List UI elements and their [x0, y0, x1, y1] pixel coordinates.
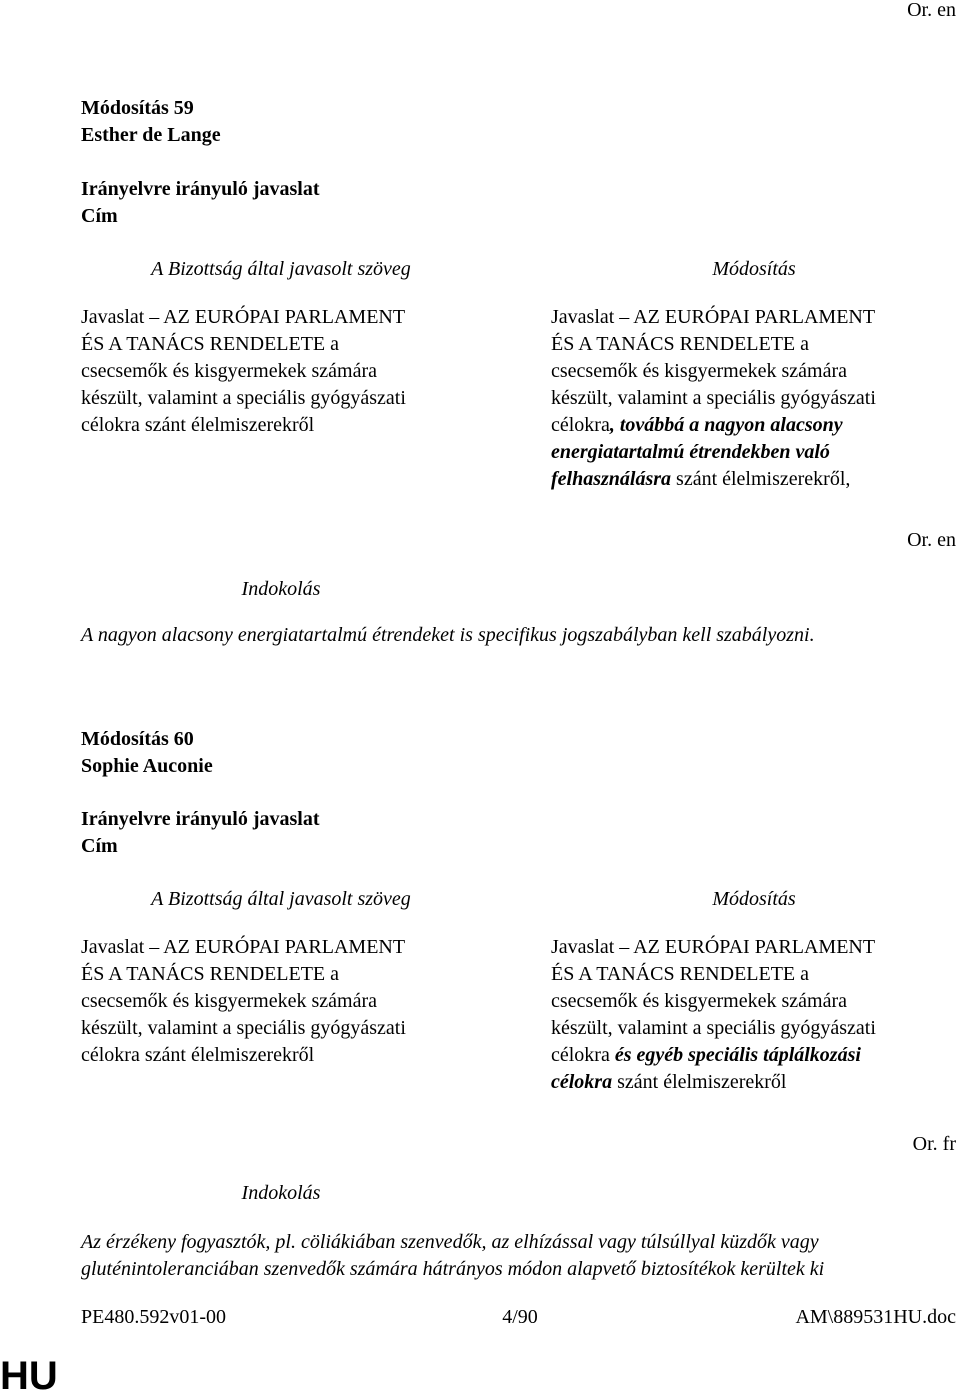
amendment-text-line	[551, 1069, 786, 1096]
justification-text: gluténintoleranciában szenvedők számára hátrányos módon alapvető biztosítékok kerültek ki	[81, 1258, 825, 1280]
amendment-text-line	[551, 466, 850, 493]
amendment-title: Módosítás 60	[81, 728, 194, 750]
amendment-title: Módosítás 59	[81, 97, 194, 119]
amendment-author: Esther de Lange	[81, 124, 221, 146]
text-segment: szánt élelmiszerekről,	[671, 468, 851, 490]
amendment-text-line	[551, 385, 876, 412]
justification-heading: Indokolás	[241, 578, 321, 600]
original-language: Or. fr	[912, 1133, 956, 1155]
text-segment: ÉS A TANÁCS RENDELETE a	[551, 333, 810, 355]
proposal-type: Irányelvre irányuló javaslat	[81, 178, 320, 200]
amendment-text-line	[551, 331, 809, 358]
commission-text-line: készült, valamint a speciális gyógyászati	[81, 1017, 406, 1039]
commission-text-line: ÉS A TANÁCS RENDELETE a	[81, 333, 340, 355]
commission-text-heading: A Bizottság által javasolt szöveg	[151, 888, 411, 910]
emphasized-change: felhasználásra	[551, 468, 672, 490]
amendment-text-line	[551, 358, 847, 385]
commission-text-heading: A Bizottság által javasolt szöveg	[151, 258, 411, 280]
text-segment: csecsemők és kisgyermekek számára	[551, 990, 847, 1012]
commission-text-line: célokra szánt élelmiszerekről	[81, 1044, 315, 1066]
text-segment: készült, valamint a speciális gyógyászati	[551, 387, 876, 409]
commission-text-line: célokra szánt élelmiszerekről	[81, 414, 315, 436]
amendment-text-line	[551, 1015, 876, 1042]
amendment-text-line	[551, 304, 875, 331]
justification-heading: Indokolás	[241, 1182, 321, 1204]
original-language: Or. en	[907, 529, 956, 551]
commission-text-line: készült, valamint a speciális gyógyászati	[81, 387, 406, 409]
text-segment: készült, valamint a speciális gyógyászati	[551, 1017, 876, 1039]
amendment-text-line	[551, 439, 830, 466]
amendment-text-line	[551, 412, 843, 439]
justification-text: A nagyon alacsony energiatartalmú étrendeket is specifikus jogszabályban kell szabályozni.	[81, 624, 815, 646]
amendment-text-line	[551, 988, 847, 1015]
emphasized-change: és egyéb speciális táplálkozási	[614, 1044, 861, 1066]
commission-text-line: Javaslat – AZ EURÓPAI PARLAMENT	[81, 936, 406, 958]
justification-text: Az érzékeny fogyasztók, pl. cöliákiában szenvedők, az elhízással vagy túlsúllyal küzdők vagy	[81, 1231, 819, 1253]
emphasized-change: célokra	[551, 1071, 613, 1093]
emphasized-change: , továbbá a nagyon alacsony	[609, 414, 843, 436]
text-segment: ÉS A TANÁCS RENDELETE a	[551, 963, 810, 985]
footer-doc-ref: PE480.592v01-00	[81, 1306, 226, 1328]
section-label: Cím	[81, 835, 118, 857]
text-segment: Javaslat – AZ EURÓPAI PARLAMENT	[551, 306, 876, 328]
text-segment: szánt élelmiszerekről	[612, 1071, 787, 1093]
commission-text-line: Javaslat – AZ EURÓPAI PARLAMENT	[81, 306, 406, 328]
footer-file-name: AM\889531HU.doc	[795, 1306, 956, 1328]
page-header-or-lang: Or. en	[907, 0, 956, 21]
emphasized-change: energiatartalmú étrendekben való	[551, 441, 830, 463]
text-segment: célokra	[551, 414, 610, 436]
text-segment: Javaslat – AZ EURÓPAI PARLAMENT	[551, 936, 876, 958]
text-segment: csecsemők és kisgyermekek számára	[551, 360, 847, 382]
amendment-text-line	[551, 1042, 861, 1069]
amendment-text-heading: Módosítás	[712, 258, 796, 280]
language-mark: HU	[0, 1354, 58, 1398]
section-label: Cím	[81, 205, 118, 227]
amendment-text-line	[551, 961, 809, 988]
amendment-text-line	[551, 934, 875, 961]
commission-text-line: csecsemők és kisgyermekek számára	[81, 360, 377, 382]
commission-text-line: csecsemők és kisgyermekek számára	[81, 990, 377, 1012]
amendment-author: Sophie Auconie	[81, 755, 213, 777]
commission-text-line: ÉS A TANÁCS RENDELETE a	[81, 963, 340, 985]
footer-page-number: 4/90	[502, 1306, 538, 1328]
proposal-type: Irányelvre irányuló javaslat	[81, 808, 320, 830]
text-segment: célokra	[551, 1044, 615, 1066]
amendment-text-heading: Módosítás	[712, 888, 796, 910]
